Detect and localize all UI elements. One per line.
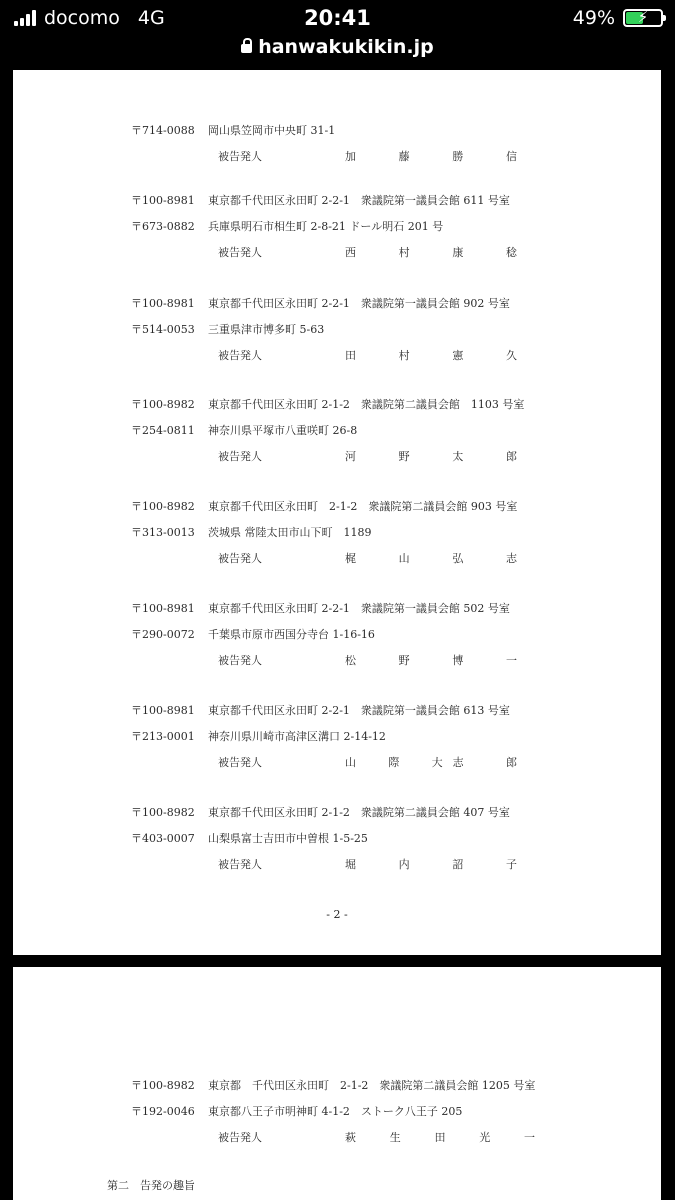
name-character: 山 <box>345 756 356 769</box>
postal-code: 〒290-0072 <box>131 628 195 641</box>
person-name <box>345 550 517 566</box>
postal-code: 〒313-0013 <box>131 526 195 539</box>
name-character: 弘 <box>452 552 464 565</box>
role-label: 被告発人 <box>218 246 262 259</box>
url-domain: hanwakukikin.jp <box>258 36 434 58</box>
role-label: 被告発人 <box>218 1131 262 1144</box>
role-label: 被告発人 <box>218 450 262 463</box>
address-text: 神奈川県平塚市八重咲町 26-8 <box>208 424 358 437</box>
address-text: 東京都千代田区永田町 2-2-1 衆議院第一議員会館 613 号室 <box>208 704 510 717</box>
role-label: 被告発人 <box>218 654 262 667</box>
name-character: 一 <box>505 654 517 667</box>
address-text: 東京都 千代田区永田町 2-1-2 衆議院第二議員会館 1205 号室 <box>208 1079 536 1092</box>
name-character: 志 <box>505 552 517 565</box>
name-character: 藤 <box>398 150 410 163</box>
postal-code: 〒403-0007 <box>131 832 195 845</box>
name-character: 博 <box>452 654 464 667</box>
name-character: 河 <box>345 450 356 463</box>
address-text: 東京都千代田区永田町 2-2-1 衆議院第一議員会館 502 号室 <box>208 602 510 615</box>
postal-code: 〒100-8981 <box>131 602 195 615</box>
name-character: 郎 <box>505 756 517 769</box>
url-bar[interactable] <box>0 36 675 64</box>
address-text: 神奈川県川崎市高津区溝口 2-14-12 <box>208 730 386 743</box>
name-character: 光 <box>479 1131 491 1144</box>
name-character: 詔 <box>452 858 464 871</box>
postal-code: 〒100-8981 <box>131 704 195 717</box>
address-text: 東京都千代田区永田町 2-1-2 衆議院第二議員会館 1103 号室 <box>208 398 525 411</box>
person-name <box>345 856 517 872</box>
postal-code: 〒673-0882 <box>131 220 195 233</box>
name-character: 憲 <box>452 349 464 362</box>
address-text: 千葉県市原市西国分寺台 1-16-16 <box>208 628 375 641</box>
postal-code: 〒100-8981 <box>131 297 195 310</box>
postal-code: 〒714-0088 <box>131 124 195 137</box>
name-character: 郎 <box>505 450 517 463</box>
name-character: 梶 <box>345 552 356 565</box>
document-page-2 <box>13 967 661 1200</box>
name-character: 子 <box>505 858 517 871</box>
role-label: 被告発人 <box>218 756 262 769</box>
address-text: 兵庫県明石市相生町 2-8-21 ドール明石 201 号 <box>208 220 444 233</box>
name-character: 山 <box>398 552 410 565</box>
status-right <box>573 7 663 29</box>
person-name <box>345 148 517 164</box>
postal-code: 〒100-8982 <box>131 1079 195 1092</box>
name-character: 萩 <box>345 1131 356 1144</box>
address-text: 三重県津市博多町 5-63 <box>208 323 325 336</box>
address-text: 茨城県 常陸太田市山下町 1189 <box>208 526 372 539</box>
address-text: 東京都千代田区永田町 2-2-1 衆議院第一議員会館 611 号室 <box>208 194 510 207</box>
person-name <box>345 347 517 363</box>
postal-code: 〒213-0001 <box>131 730 195 743</box>
person-name <box>345 448 517 464</box>
postal-code: 〒254-0811 <box>131 424 195 437</box>
address-text: 山梨県富士吉田市中曽根 1-5-25 <box>208 832 368 845</box>
name-character: 稔 <box>505 246 517 259</box>
address-text: 東京都千代田区永田町 2-1-2 衆議院第二議員会館 903 号室 <box>208 500 518 513</box>
battery-icon <box>623 9 663 27</box>
name-character: 信 <box>505 150 517 163</box>
name-character: 村 <box>398 246 410 259</box>
address-text: 岡山県笠岡市中央町 31-1 <box>208 124 336 137</box>
network-type: 4G <box>137 7 165 29</box>
role-label: 被告発人 <box>218 552 262 565</box>
address-text: 東京都八王子市明神町 4-1-2 ストーク八王子 205 <box>208 1105 463 1118</box>
name-character: 大志 <box>431 756 474 769</box>
postal-code: 〒100-8982 <box>131 806 195 819</box>
role-label: 被告発人 <box>218 349 262 362</box>
address-text: 東京都千代田区永田町 2-2-1 衆議院第一議員会館 902 号室 <box>208 297 510 310</box>
name-character: 際 <box>388 756 400 769</box>
name-character: 久 <box>505 349 517 362</box>
name-character: 太 <box>452 450 464 463</box>
person-name <box>345 754 517 770</box>
name-character: 村 <box>398 349 410 362</box>
postal-code: 〒100-8982 <box>131 500 195 513</box>
role-label: 被告発人 <box>218 150 262 163</box>
status-bar <box>0 0 675 36</box>
name-character: 内 <box>398 858 410 871</box>
person-name <box>345 244 517 260</box>
name-character: 西 <box>345 246 356 259</box>
lock-icon <box>241 44 252 53</box>
name-character: 田 <box>345 349 356 362</box>
carrier-name: docomo <box>44 7 120 29</box>
role-label: 被告発人 <box>218 858 262 871</box>
name-character: 田 <box>434 1131 446 1144</box>
name-character: 加 <box>345 150 356 163</box>
person-name <box>345 1129 535 1145</box>
name-character: 野 <box>398 654 410 667</box>
person-name <box>345 652 517 668</box>
charging-bolt-icon: ⚡ <box>637 8 649 26</box>
name-character: 松 <box>345 654 356 667</box>
name-character: 野 <box>398 450 410 463</box>
name-character: 生 <box>389 1131 401 1144</box>
section-heading: 第二 告発の趣旨 <box>107 1179 195 1192</box>
name-character: 堀 <box>345 858 356 871</box>
address-text: 東京都千代田区永田町 2-1-2 衆議院第二議員会館 407 号室 <box>208 806 510 819</box>
document-page-1 <box>13 70 661 955</box>
page-number: - 2 - <box>326 908 348 921</box>
postal-code: 〒100-8981 <box>131 194 195 207</box>
name-character: 勝 <box>452 150 464 163</box>
status-time: 20:41 <box>304 6 371 30</box>
battery-percent: 49% <box>572 7 615 29</box>
postal-code: 〒514-0053 <box>131 323 195 336</box>
postal-code: 〒100-8982 <box>131 398 195 411</box>
name-character: 一 <box>524 1131 535 1144</box>
name-character: 康 <box>452 246 464 259</box>
postal-code: 〒192-0046 <box>131 1105 195 1118</box>
